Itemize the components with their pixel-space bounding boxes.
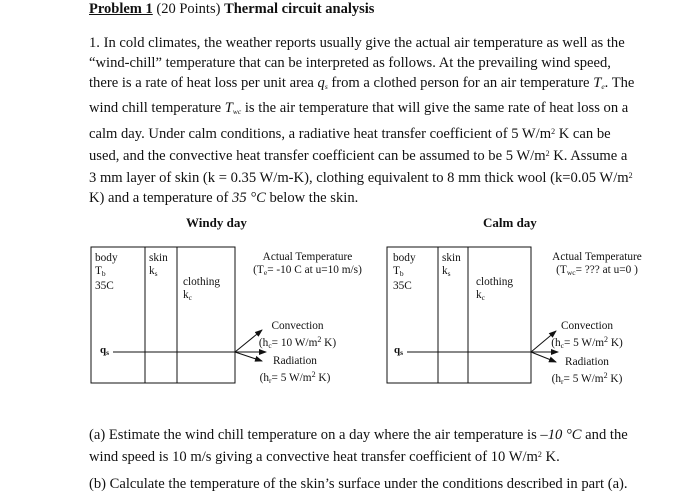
part-a-line-1: (a) Estimate the wind chill temperature on a day where the air temperature is –10 °C and the [89, 427, 628, 443]
paragraph-line-2: “wind-chill” temperature that can be interpreted as follows. At the prevailing wind speed, [89, 55, 611, 72]
problem-title: Thermal circuit analysis [224, 1, 375, 17]
calm-skin-label: skin $k_s$ [442, 252, 461, 278]
paragraph-line-3: there is a rate of heat loss per unit area $q_s$ from a clothed person for an air temperature $T_e$. The [89, 75, 635, 92]
windy-radiation-label: Radiation ($h_r= 5$ $W/m^2$ K) [259, 355, 331, 385]
calm-body-label: body $T_b$ 35C [393, 252, 416, 292]
calm-convection-label: Convection ($h_c= 5$ $W/m^2$ K) [551, 320, 623, 350]
windy-heat-flux-label: $q_s$ [100, 344, 110, 357]
part-a-line-2: wind speed is 10 m/s giving a convective heat transfer coefficient of 10 $W/m^2$ K. [89, 449, 560, 465]
calm-title: Calm day [483, 215, 537, 230]
paragraph-line-4: wind chill temperature $T_{wc}$ is the air temperature that will give the same rate of heat loss on a [89, 99, 629, 116]
windy-clothing-label: clothing $k_c$ [183, 276, 221, 302]
calm-actual-temperature: Actual Temperature ($T_{wc}=$ ??? at u=0 ) [552, 251, 642, 277]
paragraph-line-1: 1. In cold climates, the weather reports usually give the actual air temperature as well as the [89, 35, 625, 51]
calm-heat-flux-label: $q_s$ [394, 344, 404, 357]
paragraph-line-8: K) and a temperature of 35 °C below the skin. [89, 190, 359, 207]
windy-title: Windy day [186, 215, 247, 230]
calm-clothing-label: clothing $k_c$ [476, 276, 514, 302]
paragraph-line-6: used, and the convective heat transfer coefficient can be assumed to be 5 $W/m^2$ K. Assume a [89, 148, 628, 165]
windy-actual-temperature: Actual Temperature ($T_e= -10$ C at u=10 m/s) [253, 251, 362, 277]
paragraph-line-7: 3 mm layer of skin (k = 0.35 W/m-K), clothing equivalent to 8 mm thick wool (k=0.05 $W/m^2$ [89, 170, 633, 187]
windy-body-label: body $T_b$ 35C [95, 252, 118, 292]
part-b-question: (b) Calculate the temperature of the skin’s surface under the conditions described in part (a). [89, 476, 628, 492]
problem-label: Problem 1 [89, 1, 153, 17]
windy-convection-label: Convection ($h_c= 10$ $W/m^2$ K) [258, 320, 337, 350]
windy-skin-label: skin $k_s$ [149, 252, 168, 278]
calm-radiation-label: Radiation ($h_r= 5$ $W/m^2$ K) [551, 356, 623, 386]
paragraph-line-5: calm day. Under calm conditions, a radiative heat transfer coefficient of 5 $W/m^2$ K can be [89, 125, 611, 142]
problem-points: (20 Points) [152, 1, 225, 17]
